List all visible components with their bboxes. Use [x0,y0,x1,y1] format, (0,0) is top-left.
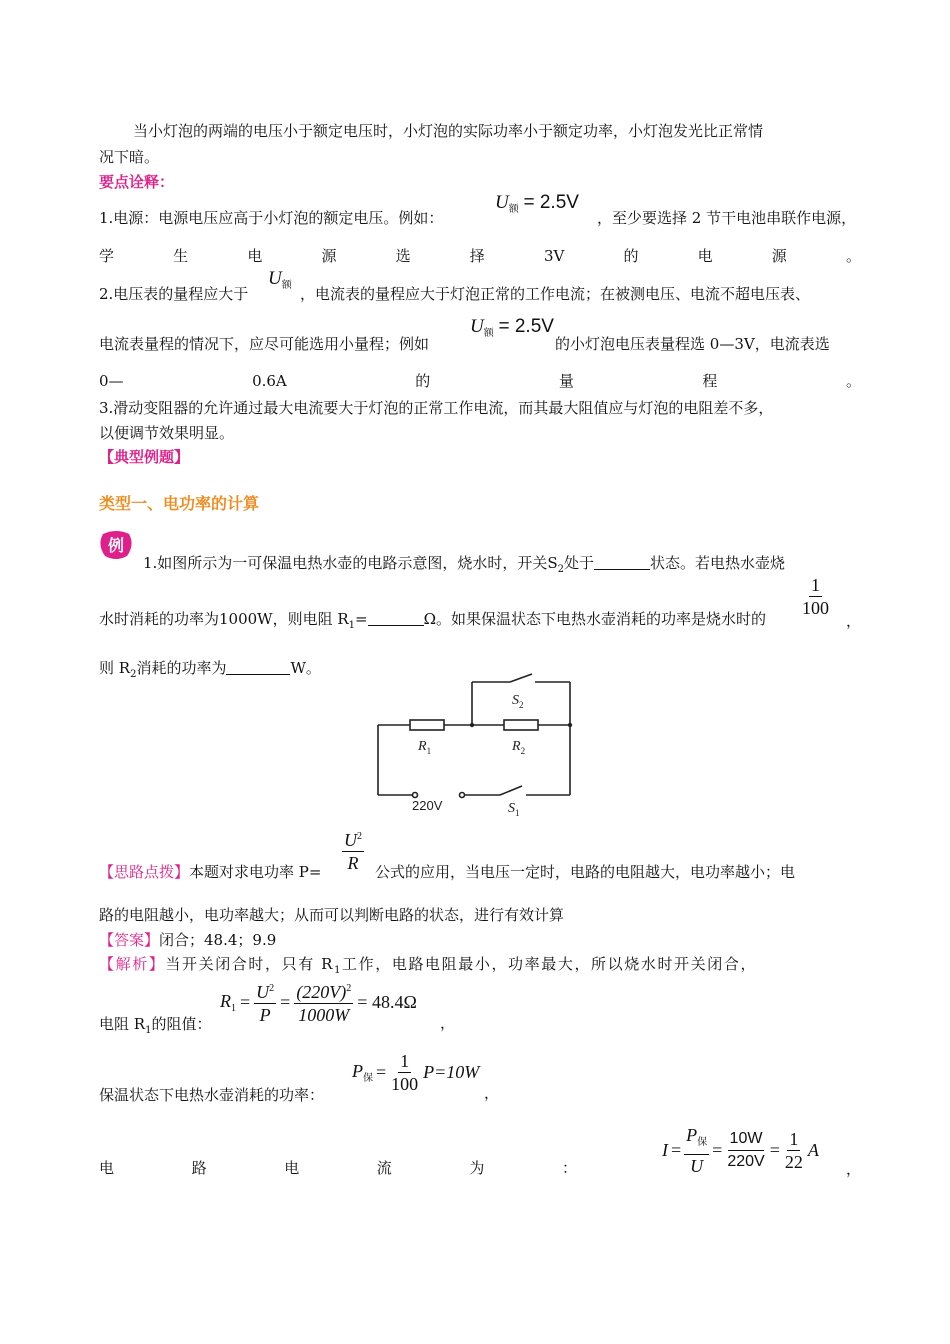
answer-blank-2[interactable] [368,610,424,626]
hint-formula: $\frac{U^2}{R}$ [342,826,364,874]
u-rated-formula-1: $U_额 = 2.5V$ [495,192,579,215]
answer-blank-1[interactable] [594,554,650,570]
u-rated-symbol: $U_额$ [268,268,292,291]
answer-label: 【答案】 [99,931,160,949]
solution-line-1: 【解析】当开关闭合时，只有 $R_1$工作，电路电阻最小，功率最大，所以烧水时开关闭合， [99,955,758,976]
point-2-line-3: 0— 0.6A 的 量 程 。 [99,372,861,390]
point-1-text-a: 1.电源：电源电压应高于小灯泡的额定电压。例如： [99,209,444,227]
terminal-left [413,793,418,798]
switch-s2-blade [510,674,532,682]
terminal-right [460,793,465,798]
example-line-3: 则 $R_2$消耗的功率为 W。 [99,659,321,680]
comma: ， [846,1160,862,1178]
type-1-title: 类型一、电功率的计算 [99,494,260,513]
label-source: 220V [412,798,443,813]
comma: ， [484,1084,500,1102]
answer-blank-3[interactable] [226,659,290,675]
point-3-line-1: 3.滑动变阻器的允许通过最大电流要大于灯泡的正常工作电流，而其最大阻值应与灯泡的电阻差不多， [99,399,774,417]
solution-warm-text: 保温状态下电热水壶消耗的功率： [99,1086,325,1104]
answer-line [99,930,861,950]
circuit-diagram [370,670,580,820]
point-2-text-b: ，电流表的量程应大于灯泡正常的工作电流；在被测电压、电流不超电压表、 [300,285,811,303]
example-badge-icon [99,530,133,560]
hint-text-b: 公式的应用，当电压一定时，电路的电阻越大，电功率越小；电 [375,863,796,881]
hint-line-1: 【思路点拨】本题对求电功率 P= [99,863,322,881]
solution-r1-label: 电阻 $R_1$的阻值： [99,1015,212,1036]
examples-title: 【典型例题】 [99,448,190,466]
point-2-line-2a: 电流表量程的情况下，应尽可能选用小量程；例如 [99,335,430,353]
comma: ， [440,1014,456,1032]
point-1-text-b: ，至少要选择 2 节干电池串联作电源， [597,209,857,227]
fraction-1-100: $\frac{1}{100}$ [802,575,829,618]
resistor-r1 [410,720,444,730]
label-s2: $S_2$ [512,693,524,710]
example-line-2: 水时消耗的功率为1000W，则电阻 $R_1= \Omega$。如果保温状态下电热水壶消耗的功率是烧水时的 [99,610,767,631]
intro-line-2: 况下暗。 [99,148,160,166]
equation-current: I = $\frac{P_保}{U}$ = $\frac{10W}{220V}$ = $\frac{1}{22}$ A [662,1125,819,1176]
equation-r1: $R_1$ = $\frac{U^2}{P}$ = $\frac{(220V)^2}{1000W}$ = 48.4Ω [220,978,417,1026]
label-r2: $R_2$ [512,739,526,756]
solution-current-text: 电 路 电 流 为 ： [99,1159,577,1177]
solution-label: 【解析】 [99,955,166,973]
hint-line-2: 路的电阻越小，电功率越大；从而可以判断电路的状态，进行有效计算 [99,906,565,924]
point-1-line-2: 学 生 电 源 选 择 3V 的 电 源 。 [99,247,861,265]
switch-s1-blade [500,786,522,795]
comma: ， [846,612,862,630]
label-s1: $S_1$ [508,801,520,818]
resistor-r2 [504,720,538,730]
point-2-text-a: 2.电压表的量程应大于 [99,285,249,303]
answer-text: 闭合；48.4；9.9 [159,931,277,949]
u-rated-formula-2: $U_额 = 2.5V$ [470,316,554,339]
intro-line-1: 当小灯泡的两端的电压小于额定电压时，小灯泡的实际功率小于额定功率，小灯泡发光比正常情 [133,122,764,140]
junction-right [568,723,572,727]
label-r1: $R_1$ [418,739,432,756]
junction-left [470,723,474,727]
hint-label: 【思路点拨】 [99,863,190,881]
point-2-line-2b: 的小灯泡电压表量程选 0—3V，电流表选 [555,335,830,353]
example-badge-label: 例 [107,536,125,555]
equation-p-warm: $P_保$ = $\frac{1}{100}$ P=10W [352,1051,480,1094]
key-points-title: 要点诠释： [99,173,175,191]
example-line-1: 1.如图所示为一可保温电热水壶的电路示意图，烧水时，开关$S_2$处于 状态。若电热水壶烧 [143,554,785,575]
point-3-line-2: 以便调节效果明显。 [99,424,235,442]
